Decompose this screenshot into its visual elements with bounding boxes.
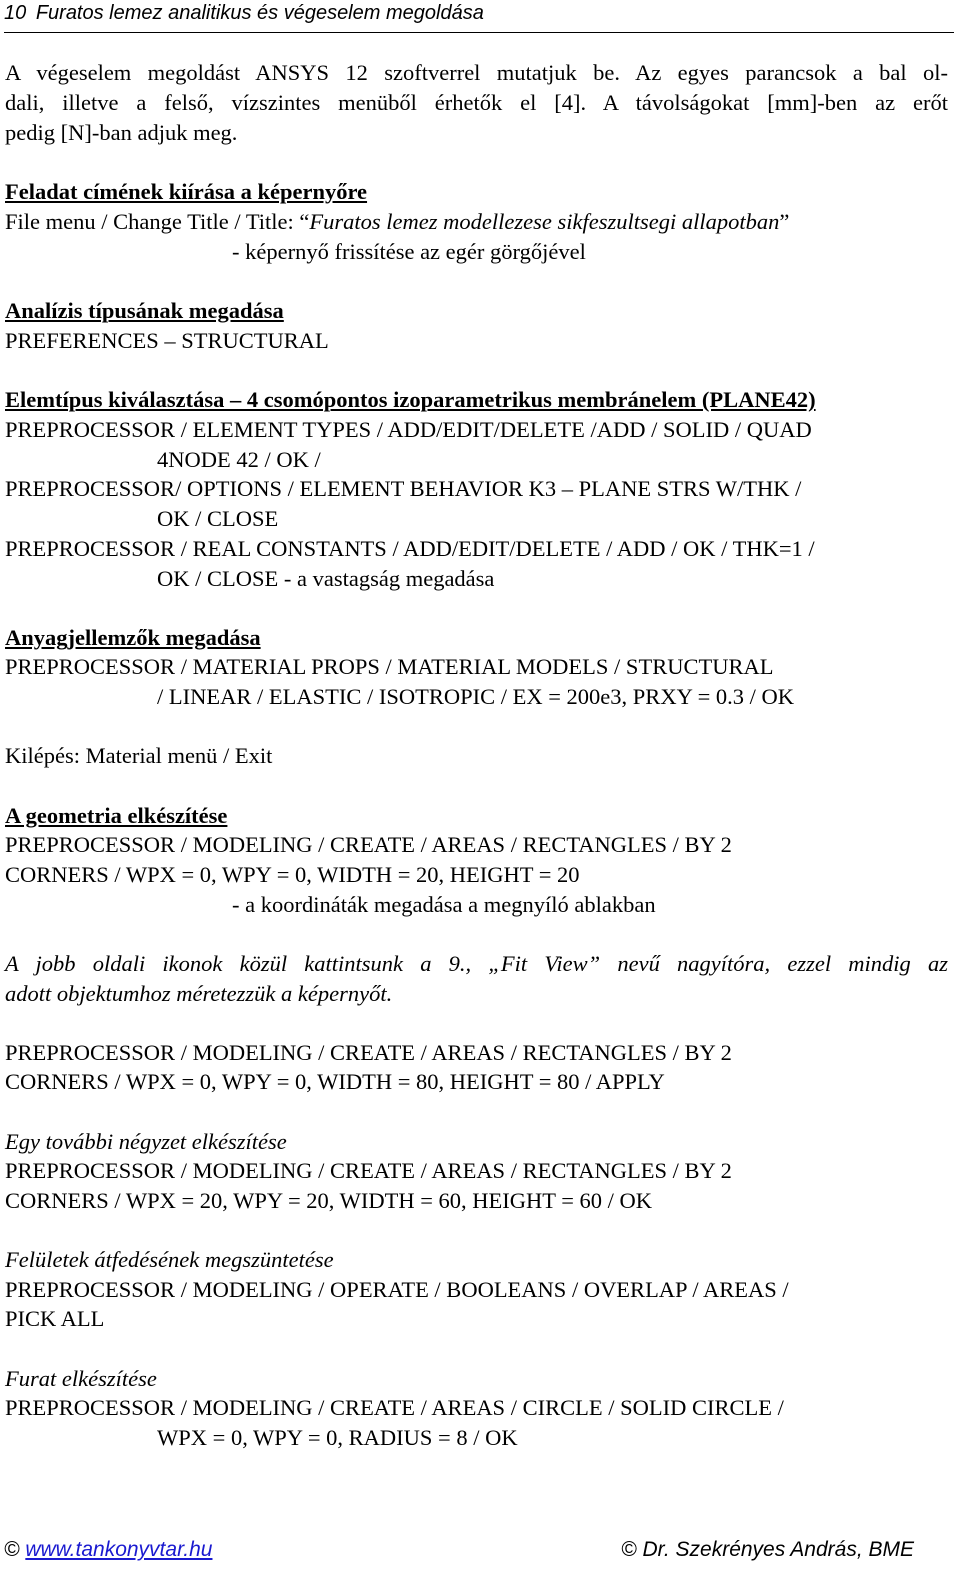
material-command-line-2: / LINEAR / ELASTIC / ISOTROPIC / EX = 200e3, PRXY = 0.3 / OK bbox=[157, 684, 795, 709]
intro-line-3: pedig [N]-ban adjuk meg. bbox=[5, 120, 238, 145]
geometry-command-line-1: PREPROCESSOR / MODELING / CREATE / AREAS / RECTANGLES / BY 2 bbox=[5, 832, 732, 857]
square-command-line-1: PREPROCESSOR / MODELING / CREATE / AREAS / RECTANGLES / BY 2 bbox=[5, 1158, 732, 1183]
footer-author: © Dr. Szekrényes András, BME bbox=[621, 1538, 914, 1561]
overlap-command-line-1: PREPROCESSOR / MODELING / OPERATE / BOOLEANS / OVERLAP / AREAS / bbox=[5, 1277, 789, 1302]
overlap-command-line-2: PICK ALL bbox=[5, 1306, 105, 1331]
title-command bbox=[5, 207, 789, 237]
title-command-value: Furatos lemez modellezese sikfeszultsegi allapotban bbox=[309, 209, 780, 234]
geometry-command-line-2: CORNERS / WPX = 0, WPY = 0, WIDTH = 20, HEIGHT = 20 bbox=[5, 862, 580, 887]
section-heading-overlap: Felületek átfedésének megszüntetése bbox=[5, 1247, 334, 1272]
running-header bbox=[4, 0, 954, 33]
square-command-line-2: CORNERS / WPX = 20, WPY = 20, WIDTH = 60, HEIGHT = 60 / OK bbox=[5, 1188, 653, 1213]
hole-command-line-1: PREPROCESSOR / MODELING / CREATE / AREAS / CIRCLE / SOLID CIRCLE / bbox=[5, 1395, 784, 1420]
material-command-line-1: PREPROCESSOR / MATERIAL PROPS / MATERIAL MODELS / STRUCTURAL bbox=[5, 654, 774, 679]
running-title: Furatos lemez analitikus és végeselem megoldása bbox=[35, 2, 484, 24]
geometry-note: - a koordináták megadása a megnyíló ablakban bbox=[232, 892, 656, 917]
title-command-prefix: File menu / Change Title / Title: “ bbox=[5, 209, 310, 234]
section-heading-title: Feladat címének kiírása a képernyőre bbox=[5, 179, 368, 204]
intro-line-1: A végeselem megoldást ANSYS 12 szoftverrel mutatjuk be. Az egyes parancsok a bal ol- bbox=[5, 60, 948, 85]
section-heading-geometry: A geometria elkészítése bbox=[5, 803, 228, 828]
section-heading-analysis: Analízis típusának megadása bbox=[5, 298, 284, 323]
fit-view-tip-line-1: A jobb oldali ikonok közül kattintsunk a 9., „Fit View” nevű nagyítóra, ezzel mindig az bbox=[5, 951, 948, 976]
footer-left bbox=[4, 1537, 212, 1563]
element-command-line-3: PREPROCESSOR/ OPTIONS / ELEMENT BEHAVIOR K3 – PLANE STRS W/THK / bbox=[5, 476, 802, 501]
title-note: - képernyő frissítése az egér görgőjével bbox=[232, 239, 586, 264]
title-command-suffix: ” bbox=[779, 209, 790, 234]
material-exit: Kilépés: Material menü / Exit bbox=[5, 743, 273, 768]
hole-command-line-2: WPX = 0, WPY = 0, RADIUS = 8 / OK bbox=[157, 1425, 518, 1450]
element-command-line-5: PREPROCESSOR / REAL CONSTANTS / ADD/EDIT/DELETE / ADD / OK / THK=1 / bbox=[5, 536, 815, 561]
geometry-command-line-4: CORNERS / WPX = 0, WPY = 0, WIDTH = 80, HEIGHT = 80 / APPLY bbox=[5, 1069, 665, 1094]
footer-website-link[interactable]: www.tankonyvtar.hu bbox=[25, 1538, 213, 1561]
analysis-command: PREFERENCES – STRUCTURAL bbox=[5, 328, 329, 353]
element-command-line-2: 4NODE 42 / OK / bbox=[157, 447, 321, 472]
element-command-line-1: PREPROCESSOR / ELEMENT TYPES / ADD/EDIT/DELETE /ADD / SOLID / QUAD bbox=[5, 417, 812, 442]
geometry-command-line-3: PREPROCESSOR / MODELING / CREATE / AREAS / RECTANGLES / BY 2 bbox=[5, 1040, 732, 1065]
element-command-line-6: OK / CLOSE - a vastagság megadása bbox=[157, 566, 495, 591]
section-heading-material: Anyagjellemzők megadása bbox=[5, 625, 261, 650]
fit-view-tip-line-2: adott objektumhoz méretezzük a képernyőt. bbox=[5, 981, 393, 1006]
section-heading-square: Egy további négyzet elkészítése bbox=[5, 1129, 287, 1154]
element-command-line-4: OK / CLOSE bbox=[157, 506, 279, 531]
section-heading-element-type: Elemtípus kiválasztása – 4 csomópontos izoparametrikus membránelem (PLANE42) bbox=[5, 387, 816, 412]
section-heading-hole: Furat elkészítése bbox=[5, 1366, 157, 1391]
page-number: 10 bbox=[4, 2, 27, 24]
copyright-symbol: © bbox=[4, 1538, 20, 1561]
intro-line-2: dali, illetve a felső, vízszintes menüből érhetők el [4]. A távolságokat [mm]-ben az erőt bbox=[5, 90, 948, 115]
